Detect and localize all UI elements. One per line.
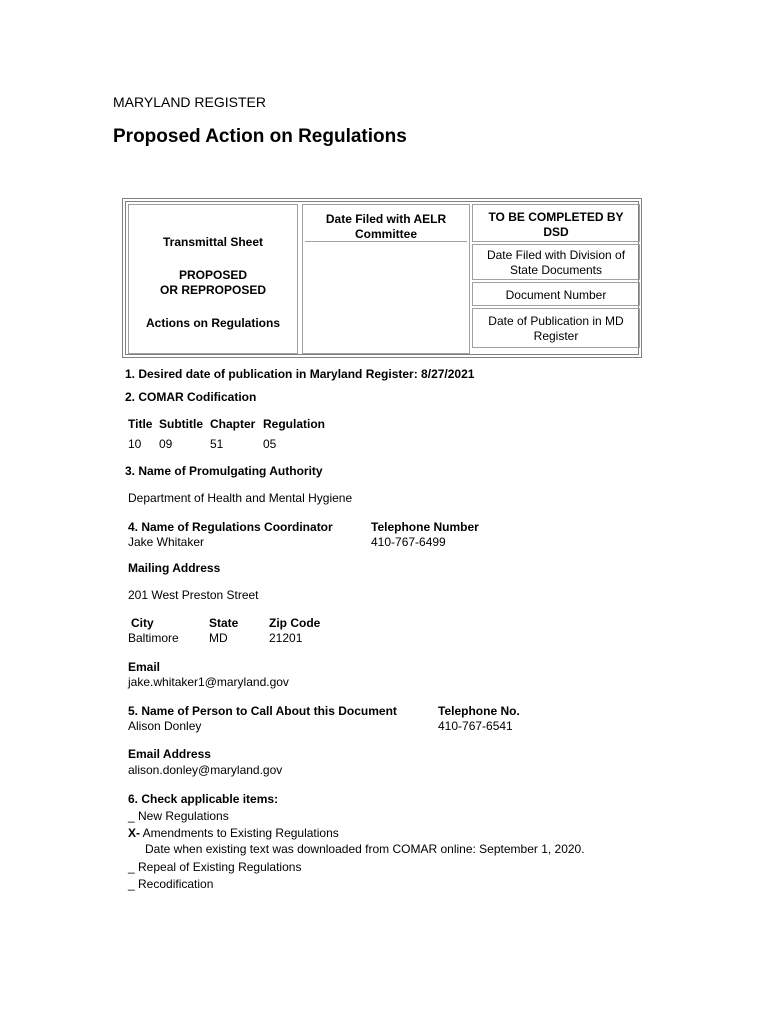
aelr-divider: [305, 241, 467, 242]
city-value: Baltimore: [128, 631, 179, 645]
amendments-download-note: Date when existing text was downloaded from COMAR online: September 1, 2020.: [145, 842, 585, 856]
dsd-label-2: DSD: [543, 225, 569, 239]
comar-chapter-value: 51: [210, 437, 224, 451]
section-1-label: 1. Desired date of publication in Maryland Register: 8/27/2021: [125, 367, 475, 381]
section-5-label: 5. Name of Person to Call About this Document: [128, 704, 397, 718]
transmittal-sheet-cell: [128, 204, 298, 354]
publication-date-field: [472, 308, 640, 348]
check-new-regulations: _ New Regulations: [128, 809, 229, 823]
section-6-label: 6. Check applicable items:: [128, 792, 279, 806]
comar-subtitle-value: 09: [159, 437, 173, 451]
promulgating-authority-value: Department of Health and Mental Hygiene: [128, 491, 353, 505]
mailing-address-street: 201 West Preston Street: [128, 588, 259, 602]
publication-label-2: Register: [533, 329, 579, 343]
coordinator-phone-label: Telephone Number: [371, 520, 479, 534]
state-value: MD: [209, 631, 228, 645]
comar-chapter-header: Chapter: [210, 417, 256, 431]
comar-title-value: 10: [128, 437, 142, 451]
division-label-2: State Documents: [509, 263, 603, 277]
actions-label: Actions on Regulations: [145, 316, 280, 330]
dsd-label-1: TO BE COMPLETED BY: [488, 210, 624, 224]
coordinator-email: jake.whitaker1@maryland.gov: [128, 675, 289, 689]
dsd-header: [472, 204, 640, 242]
transmittal-table: [122, 198, 642, 358]
contact-email: alison.donley@maryland.gov: [128, 763, 283, 777]
division-filed-field: [472, 244, 640, 280]
register-header: MARYLAND REGISTER: [113, 94, 266, 110]
aelr-cell: [302, 204, 470, 354]
reproposed-label: OR REPROPOSED: [159, 283, 267, 297]
comar-title-header: Title: [128, 417, 153, 431]
proposed-label: PROPOSED: [178, 268, 247, 282]
section-4-label: 4. Name of Regulations Coordinator: [128, 520, 333, 534]
document-number-field: [472, 282, 640, 306]
comar-subtitle-header: Subtitle: [159, 417, 203, 431]
check-recodification: _ Recodification: [128, 877, 214, 891]
state-label: State: [209, 616, 239, 630]
transmittal-table-inner: [125, 201, 639, 355]
contact-phone-label: Telephone No.: [438, 704, 520, 718]
amendments-mark: X-: [128, 826, 140, 840]
page-title: Proposed Action on Regulations: [113, 126, 407, 147]
section-2-label: 2. COMAR Codification: [125, 390, 257, 404]
contact-email-label: Email Address: [128, 747, 211, 761]
zip-label: Zip Code: [269, 616, 321, 630]
comar-regulation-value: 05: [263, 437, 277, 451]
publication-label-1: Date of Publication in MD: [488, 314, 624, 328]
coordinator-email-label: Email: [128, 660, 161, 674]
contact-phone: 410-767-6541: [438, 719, 513, 733]
zip-value: 21201: [269, 631, 303, 645]
dsd-cell: [472, 204, 640, 354]
coordinator-name: Jake Whitaker: [128, 535, 205, 549]
aelr-label-1: Date Filed with AELR: [325, 212, 447, 226]
mailing-address-label: Mailing Address: [128, 561, 221, 575]
contact-name: Alison Donley: [128, 719, 202, 733]
comar-regulation-header: Regulation: [263, 417, 325, 431]
document-number-label: Document Number: [505, 288, 607, 302]
transmittal-sheet-label: Transmittal Sheet: [162, 235, 264, 249]
check-amendments: [128, 826, 339, 841]
section-3-label: 3. Name of Promulgating Authority: [125, 464, 323, 478]
division-label-1: Date Filed with Division of: [486, 248, 626, 262]
city-label: City: [131, 616, 154, 630]
aelr-label-2: Committee: [354, 227, 417, 241]
check-repeal: _ Repeal of Existing Regulations: [128, 860, 302, 874]
amendments-text: Amendments to Existing Regulations: [140, 826, 339, 840]
coordinator-phone: 410-767-6499: [371, 535, 446, 549]
